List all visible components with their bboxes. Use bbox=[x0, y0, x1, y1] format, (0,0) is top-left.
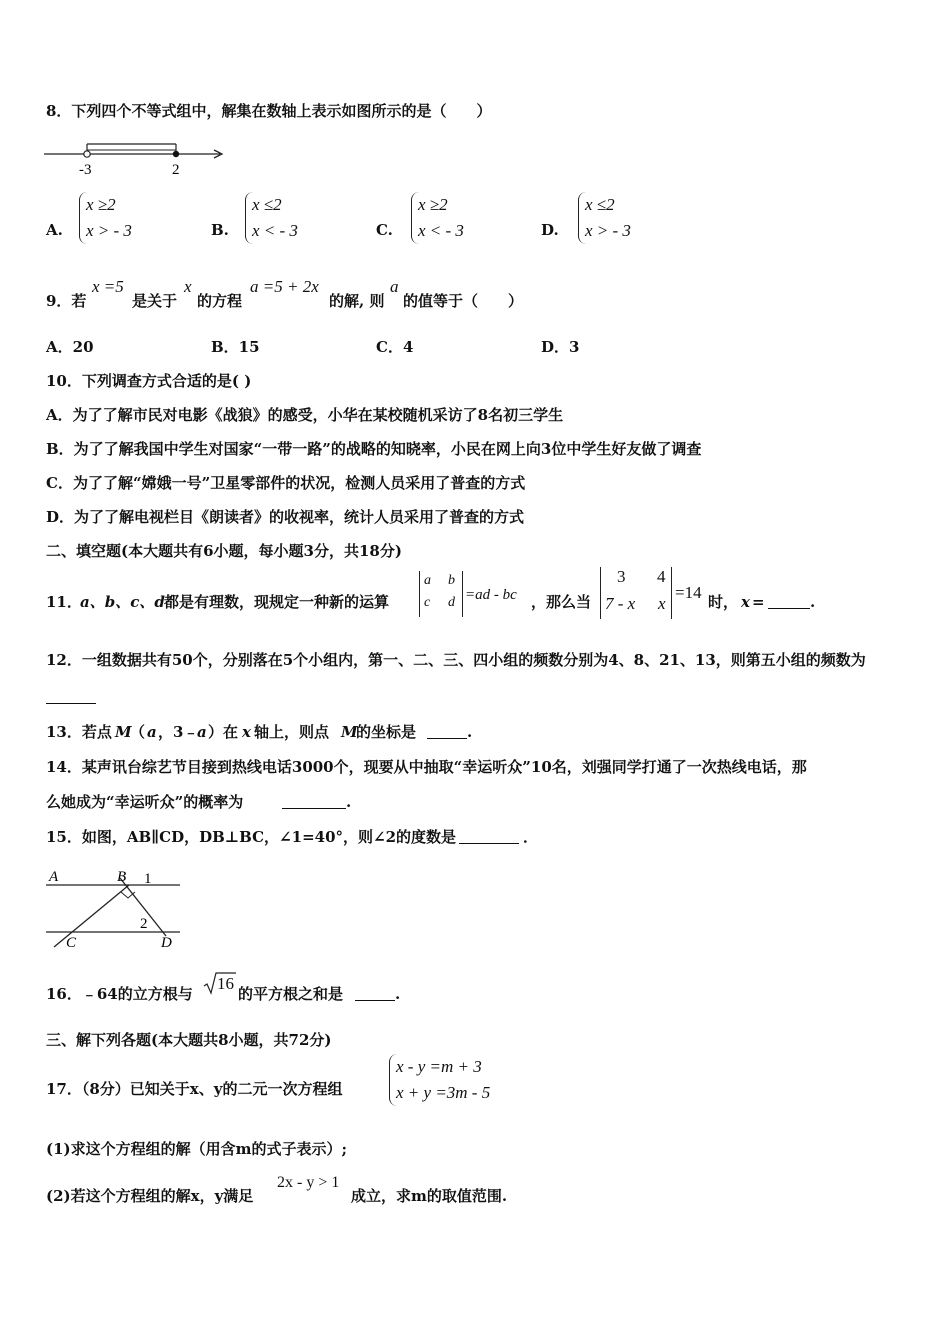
number-line-figure bbox=[44, 140, 234, 178]
q13-M: M bbox=[115, 723, 132, 741]
q17-eq1: x - y =m + 3 bbox=[396, 1057, 482, 1076]
q15-end: ． bbox=[523, 828, 539, 846]
q9-option-a: A．20 bbox=[46, 338, 94, 356]
q10-option-d: D．为了了解电视栏目《朗读者》的收视率，统计人员采用了普查的方式 bbox=[46, 508, 525, 526]
q17-sub2-p2: 成立，求m的取值范围. bbox=[351, 1187, 508, 1205]
q9-math-x: x bbox=[184, 277, 192, 296]
q13-M2: M bbox=[341, 723, 358, 741]
q15-answer-blank bbox=[459, 829, 519, 844]
fig-label-C: C bbox=[66, 935, 77, 951]
q9-math-x5: x =5 bbox=[92, 277, 124, 296]
parallel-lines-figure bbox=[44, 864, 186, 952]
q14-line1: 14．某声讯台综艺节目接到热线电话3000个，现要从中抽取“幸运听众”10名，刘强同学打通了一次热线电话，那 bbox=[46, 758, 807, 776]
det1-d: d bbox=[448, 595, 455, 610]
q8-option-b-label: B. bbox=[211, 221, 229, 239]
q8-option-b-system bbox=[245, 192, 298, 244]
q13-answer-blank bbox=[427, 724, 467, 739]
q13-p4: ）在 bbox=[208, 723, 239, 741]
q12-answer-blank bbox=[46, 689, 96, 704]
det1-b: b bbox=[448, 573, 455, 588]
q11-determinant-numeric bbox=[600, 567, 672, 619]
q8-option-b-line1: x ≤2 bbox=[252, 195, 282, 214]
q11-eq14: =14 bbox=[675, 583, 702, 602]
q11-text3: 时， bbox=[708, 593, 739, 611]
q11-period: . bbox=[810, 593, 816, 611]
q10-stem: 10．下列调查方式合适的是( ) bbox=[46, 372, 252, 390]
q9-math-a: a bbox=[390, 277, 399, 296]
q8-option-a-system bbox=[79, 192, 132, 244]
q14-answer-blank bbox=[282, 794, 346, 809]
fig-label-1: 1 bbox=[144, 871, 152, 887]
q17-equation-system bbox=[389, 1054, 490, 1106]
q16-p1: 16．﹣64的立方根与 bbox=[46, 985, 193, 1003]
q11-eq-sign: = bbox=[752, 593, 765, 611]
q8-option-a-label: A. bbox=[46, 221, 63, 239]
q16-sqrt-value: 16 bbox=[217, 974, 234, 993]
axis-label-neg3: -3 bbox=[79, 162, 92, 178]
fig-label-B: B bbox=[117, 869, 127, 885]
section-2-heading: 二、填空题(本大题共有6小题，每小题3分，共18分) bbox=[46, 542, 402, 560]
q13-a1: a bbox=[147, 723, 157, 741]
q9-option-d: D．3 bbox=[541, 338, 580, 356]
det2-a: 3 bbox=[617, 567, 626, 586]
q14-end: . bbox=[346, 793, 352, 811]
section-3-heading: 三、解下列各题(本大题共8小题，共72分) bbox=[46, 1031, 332, 1049]
q9-text4: 的值等于（ ） bbox=[403, 292, 524, 310]
q8-option-a-line1: x ≥2 bbox=[86, 195, 116, 214]
q8-option-c-line1: x ≥2 bbox=[418, 195, 448, 214]
q15-text: 15．如图，AB∥CD，DB⊥BC，∠1=40°，则∠2的度数是 bbox=[46, 828, 457, 846]
axis-label-2: 2 bbox=[172, 162, 180, 178]
q10-option-b: B．为了了解我国中学生对国家“一带一路”的战略的知晓率，小民在网上向3位中学生好友做了调查 bbox=[46, 440, 702, 458]
q10-option-c: C．为了了解“嫦娥一号”卫星零部件的状况，检测人员采用了普查的方式 bbox=[46, 474, 526, 492]
q9-text3: 的解, 则 bbox=[329, 292, 385, 310]
q11-vars: a、b、c、d bbox=[80, 593, 165, 611]
q8-stem: 8．下列四个不等式组中，解集在数轴上表示如图所示的是（ ） bbox=[46, 102, 492, 120]
q9-option-b: B．15 bbox=[211, 338, 260, 356]
q8-option-d-line1: x ≤2 bbox=[585, 195, 615, 214]
q8-option-c-label: C. bbox=[376, 221, 393, 239]
q13-p7: . bbox=[467, 723, 473, 741]
det2-d: x bbox=[658, 594, 666, 613]
q16-p2: 的平方根之和是 bbox=[238, 985, 344, 1003]
q9-math-equation: a =5 + 2x bbox=[250, 277, 319, 296]
fig-label-D: D bbox=[161, 935, 172, 951]
q13-p5: 轴上，则点 bbox=[254, 723, 330, 741]
q13-p3: ，3﹣ bbox=[158, 723, 199, 741]
q17-sub2-math: 2x - y > 1 bbox=[277, 1174, 340, 1191]
q9-option-c: C．4 bbox=[376, 338, 414, 356]
q16-end: . bbox=[395, 985, 401, 1003]
q13-p1: 13．若点 bbox=[46, 723, 112, 741]
q11-answer-blank bbox=[768, 594, 810, 609]
q8-option-a-line2: x > - 3 bbox=[86, 221, 132, 240]
q8-option-b-line2: x < - 3 bbox=[252, 221, 298, 240]
q17-eq2: x + y =3m - 5 bbox=[396, 1083, 491, 1102]
q11-text2: ，那么当 bbox=[531, 593, 592, 611]
q9-text2: 的方程 bbox=[197, 292, 243, 310]
q8-option-c-system bbox=[411, 192, 464, 244]
q8-option-c-line2: x < - 3 bbox=[418, 221, 464, 240]
q16-answer-blank bbox=[355, 986, 395, 1001]
q11-prefix: 11． bbox=[46, 593, 82, 611]
q8-option-d-system bbox=[578, 192, 631, 244]
q13-x: x bbox=[242, 723, 251, 741]
q11-determinant-abcd bbox=[419, 571, 463, 617]
det2-c: 7 - x bbox=[605, 594, 636, 613]
q17-stem: 17．（8分）已知关于x、y的二元一次方程组 bbox=[46, 1080, 343, 1098]
fig-label-2: 2 bbox=[140, 916, 148, 932]
q14-line2: 么她成为“幸运听众”的概率为 bbox=[46, 793, 244, 811]
q11-rule: =ad - bc bbox=[465, 587, 517, 603]
q11-x: x bbox=[741, 593, 750, 611]
det1-a: a bbox=[424, 573, 431, 588]
q13-p2: （ bbox=[130, 723, 146, 741]
q12-stem: 12．一组数据共有50个，分别落在5个小组内，第一、二、三、四小组的频数分别为4、8、21、13，则第五小组的频数为 bbox=[46, 651, 866, 669]
q17-sub2-p1: (2)若这个方程组的解x，y满足 bbox=[46, 1187, 254, 1205]
det2-b: 4 bbox=[657, 567, 666, 586]
q10-option-a: A．为了了解市民对电影《战狼》的感受，小华在某校随机采访了8名初三学生 bbox=[46, 406, 564, 424]
q8-option-d-line2: x > - 3 bbox=[585, 221, 631, 240]
q13-a2: a bbox=[197, 723, 207, 741]
q9-text1: 是关于 bbox=[132, 292, 178, 310]
fig-label-A: A bbox=[49, 869, 59, 885]
q9-prefix: 9．若 bbox=[46, 292, 87, 310]
q13-p6: 的坐标是 bbox=[356, 723, 417, 741]
q11-mid-text: 都是有理数，现规定一种新的运算 bbox=[164, 593, 390, 611]
det1-c: c bbox=[424, 595, 431, 610]
q17-sub1: (1)求这个方程组的解（用含m的式子表示）; bbox=[46, 1140, 348, 1158]
q8-option-d-label: D. bbox=[541, 221, 559, 239]
